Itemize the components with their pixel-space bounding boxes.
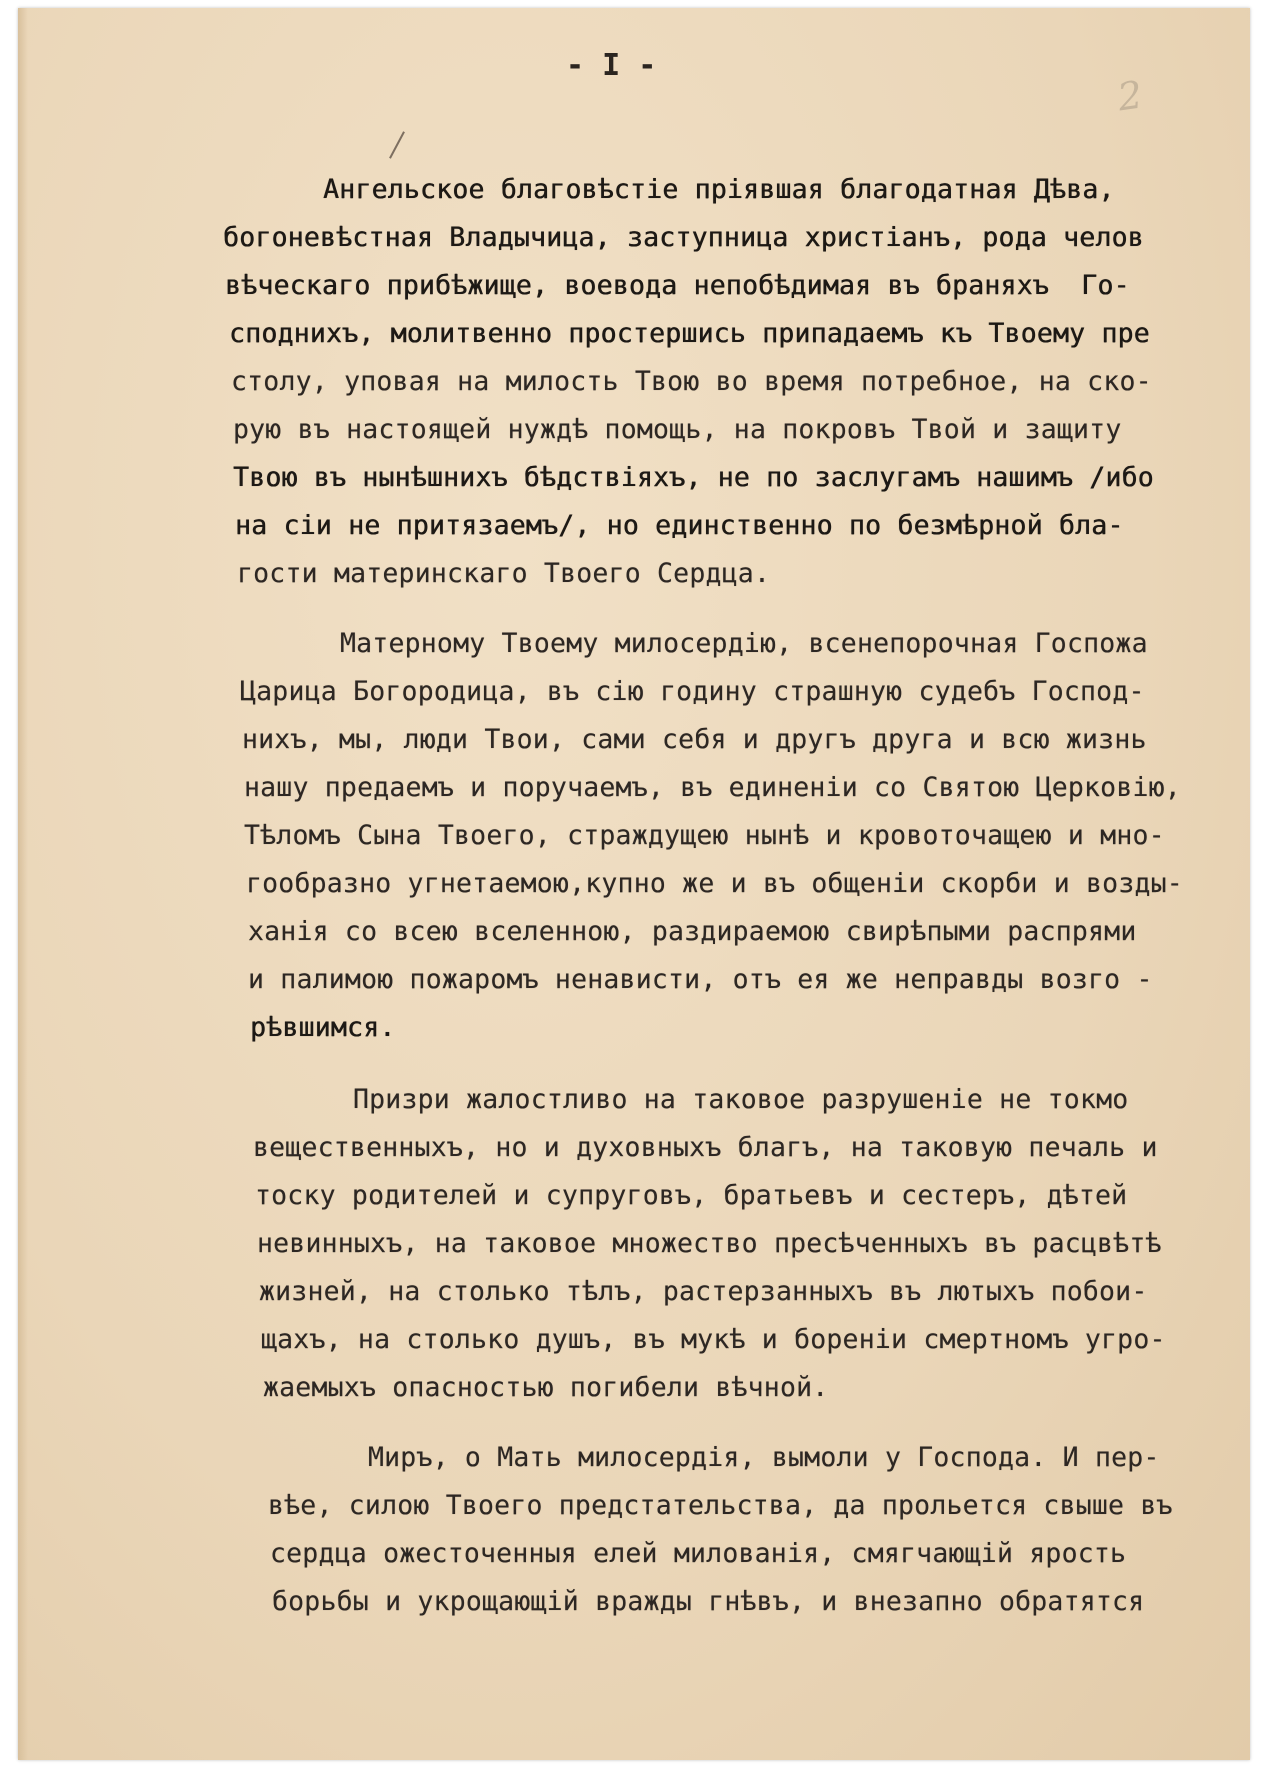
text-line: вещественныхъ, но и духовныхъ благъ, на таковую печаль и [253,1132,1158,1163]
text-line: жаемыхъ опасностью погибели вѣчной. [263,1372,829,1403]
text-line: Тѣломъ Сына Твоего, страждущею нынѣ и кровоточащею и мно- [244,820,1165,851]
text-line: гообразно угнетаемою,купно же и въ общеніи скорби и возды- [246,868,1183,899]
text-line: на сіи не притязаемъ/, но единственно по безмѣрной бла- [235,510,1124,541]
text-line: вѣе, силою Твоего предстательства, да прольется свыше въ [268,1490,1173,1521]
page-number: - I - [566,48,657,83]
text-line: нашу предаемъ и поручаемъ, въ единеніи со Святою Церковію, [244,772,1181,803]
text-line: жизней, на столько тѣлъ, растерзанныхъ въ лютыхъ побои- [259,1276,1148,1307]
text-line: вѣческаго прибѣжище, воевода непобѣдимая въ браняхъ Го- [225,270,1130,301]
text-line: Ангельское благовѣстіе пріявшая благодатная Дѣва, [323,174,1115,205]
text-line: борьбы и укрощающій вражды гнѣвъ, и внезапно обратятся [272,1586,1145,1617]
text-line: и палимою пожаромъ ненависти, отъ ея же неправды возго - [248,964,1153,995]
text-line: невинныхъ, на таковое множество пресѣченныхъ въ расцвѣтѣ [257,1228,1162,1259]
pen-mark [389,131,405,158]
text-line: нихъ, мы, люди Твои, сами себя и другъ друга и всю жизнь [242,724,1147,755]
text-line: Царица Богородица, въ сію годину страшную судебъ Господ- [240,676,1145,707]
text-line: Твою въ нынѣшнихъ бѣдствіяхъ, не по заслугамъ нашимъ /ибо [233,462,1154,493]
document-page [18,8,1250,1760]
text-line: Матерному Твоему милосердію, всенепорочная Госпожа [340,628,1148,659]
text-line: сердца ожесточенныя елей милованія, смягчающій ярость [270,1538,1127,1569]
text-line: Призри жалостливо на таковое разрушеніе не токмо [353,1084,1129,1115]
text-line: тоску родителей и супруговъ, братьевъ и сестеръ, дѣтей [255,1180,1128,1211]
text-line: Миръ, о Мать милосердія, вымоли у Господа. И пер- [368,1442,1160,1473]
text-line: рую въ настоящей нуждѣ помощь, на покровъ Твой и защиту [233,414,1122,445]
text-line: рѣвшимся. [250,1012,396,1043]
pencil-folio-number: 2 [1115,72,1146,120]
text-line: щахъ, на столько душъ, въ мукѣ и бореніи смертномъ угро- [261,1324,1166,1355]
text-line: гости материнскаго Твоего Сердца. [237,558,771,589]
text-line: споднихъ, молитвенно простершись припадаемъ къ Твоему пре [229,318,1150,349]
text-line: богоневѣстная Владычица, заступница христіанъ, рода челов [223,222,1144,253]
text-line: столу, уповая на милость Твою во время потребное, на ско- [231,366,1152,397]
text-line: ханія со всею вселенною, раздираемою свирѣпыми распрями [248,916,1137,947]
